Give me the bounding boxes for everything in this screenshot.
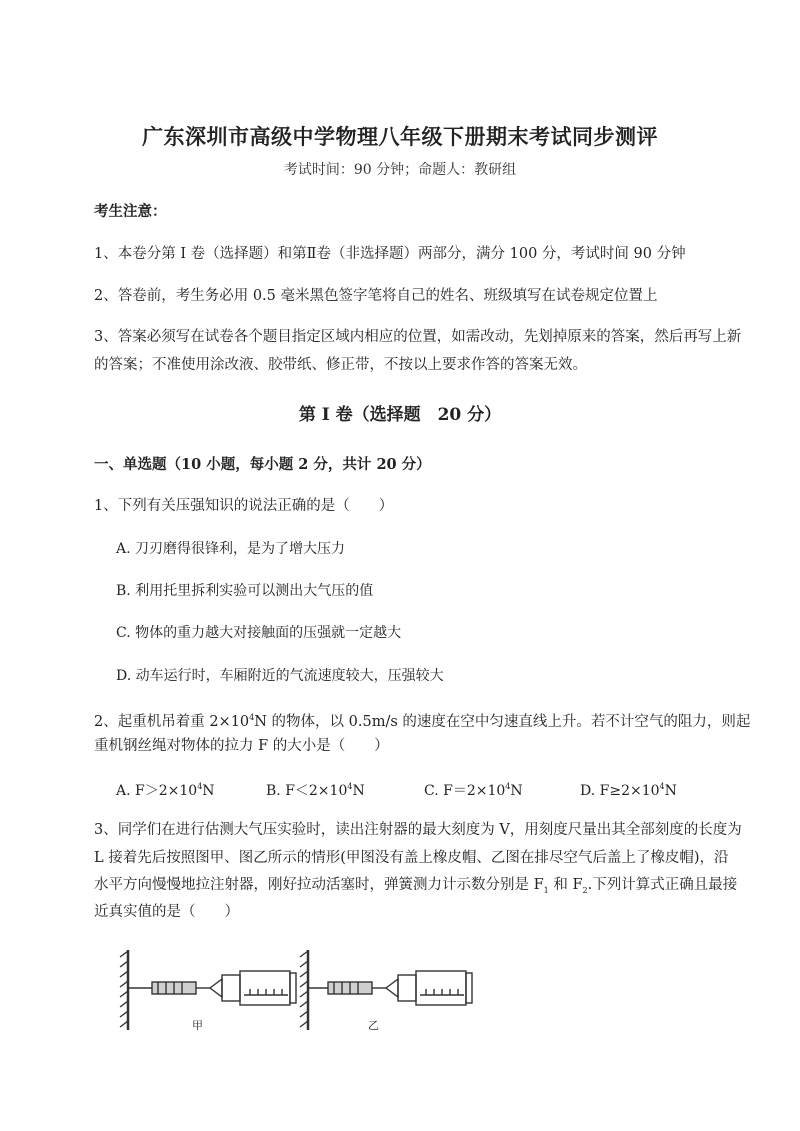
question-2-option-b: B. $F<2\times 10^4N$ (266, 782, 365, 799)
question-3-line-4: 近真实值的是（ ） (94, 904, 239, 920)
figure-jia (120, 950, 296, 1030)
figure-label-jia: 甲 (192, 1019, 203, 1032)
notice-item-1: 1、本卷分第 I 卷（选择题）和第Ⅱ卷（非选择题）两部分，满分 100 分，考试时间 90 分钟 (94, 246, 686, 262)
exam-info: 考试时间：90 分钟；命题人：教研组 (283, 162, 517, 178)
question-2-option-a: A. $F>2\times 10^4N$ (116, 782, 215, 799)
question-1-option-a: A. 刀刃磨得很锋利，是为了增大压力 (116, 541, 346, 557)
question-3-line-2: L 接着先后按照图甲、图乙所示的情形(甲图没有盖上橡皮帽、乙图在排尽空气后盖上了橡皮帽)，沿 (94, 850, 729, 866)
part-heading: 一、单选题（10 小题，每小题 2 分，共计 20 分） (94, 456, 431, 473)
question-3-line-3: 水平方向慢慢地拉注射器，刚好拉动活塞时，弹簧测力计示数分别是 $F_1$ 和 $F_2$.下列计算式正确且最接 (94, 877, 738, 895)
question-3-line-1: 3、同学们在进行估测大气压实验时，读出注射器的最大刻度为 V，用刻度尺量出其全部刻度的长度为 (94, 822, 742, 838)
syringe-diagram (118, 945, 478, 1035)
notice-item-3: 3、答案必须写在试卷各个题目指定区域内相应的位置，如需改动，先划掉原来的答案，然后再写上新的答案；不准使用涂改液、胶带纸、修正带，不按以上要求作答的答案无效。 (94, 329, 742, 373)
notice-item-2: 2、答卷前，考生务必用 0.5 毫米黑色签字笔将自己的姓名、班级填写在试卷规定位置上 (94, 288, 658, 304)
question-1-option-b: B. 利用托里拆利实验可以测出大气压的值 (116, 583, 374, 599)
question-1-stem: 1、下列有关压强知识的说法正确的是（ ） (94, 498, 394, 514)
question-2-stem-line-2: 重机钢丝绳对物体的拉力 F 的大小是（ ） (94, 738, 389, 754)
figure-yi (300, 950, 472, 1030)
question-1-option-d: D. 动车运行时，车厢附近的气流速度较大，压强较大 (116, 668, 444, 684)
exponent: 4 (249, 713, 255, 722)
syringe-experiment-figure (118, 945, 478, 1035)
figure-label-yi: 乙 (368, 1019, 379, 1032)
question-2-option-d: D. $F\ge 2\times 10^4N$ (580, 782, 677, 799)
page-title: 广东深圳市高级中学物理八年级下册期末考试同步测评 (142, 124, 658, 149)
question-1-option-c: C. 物体的重力越大对接触面的压强就一定越大 (116, 625, 402, 641)
notice-heading: 考生注意： (94, 203, 167, 220)
section-title: 第 I 卷（选择题 20 分） (298, 405, 502, 425)
question-2-option-c: C. $F=2\times 10^4N$ (424, 782, 523, 799)
question-2-stem-line-1: 2、起重机吊着重 $2\times 10^4N$ 的物体，以 0.5m/s 的速度在空中匀速直线上升。若不计空气的阻力，则起 (94, 713, 751, 730)
